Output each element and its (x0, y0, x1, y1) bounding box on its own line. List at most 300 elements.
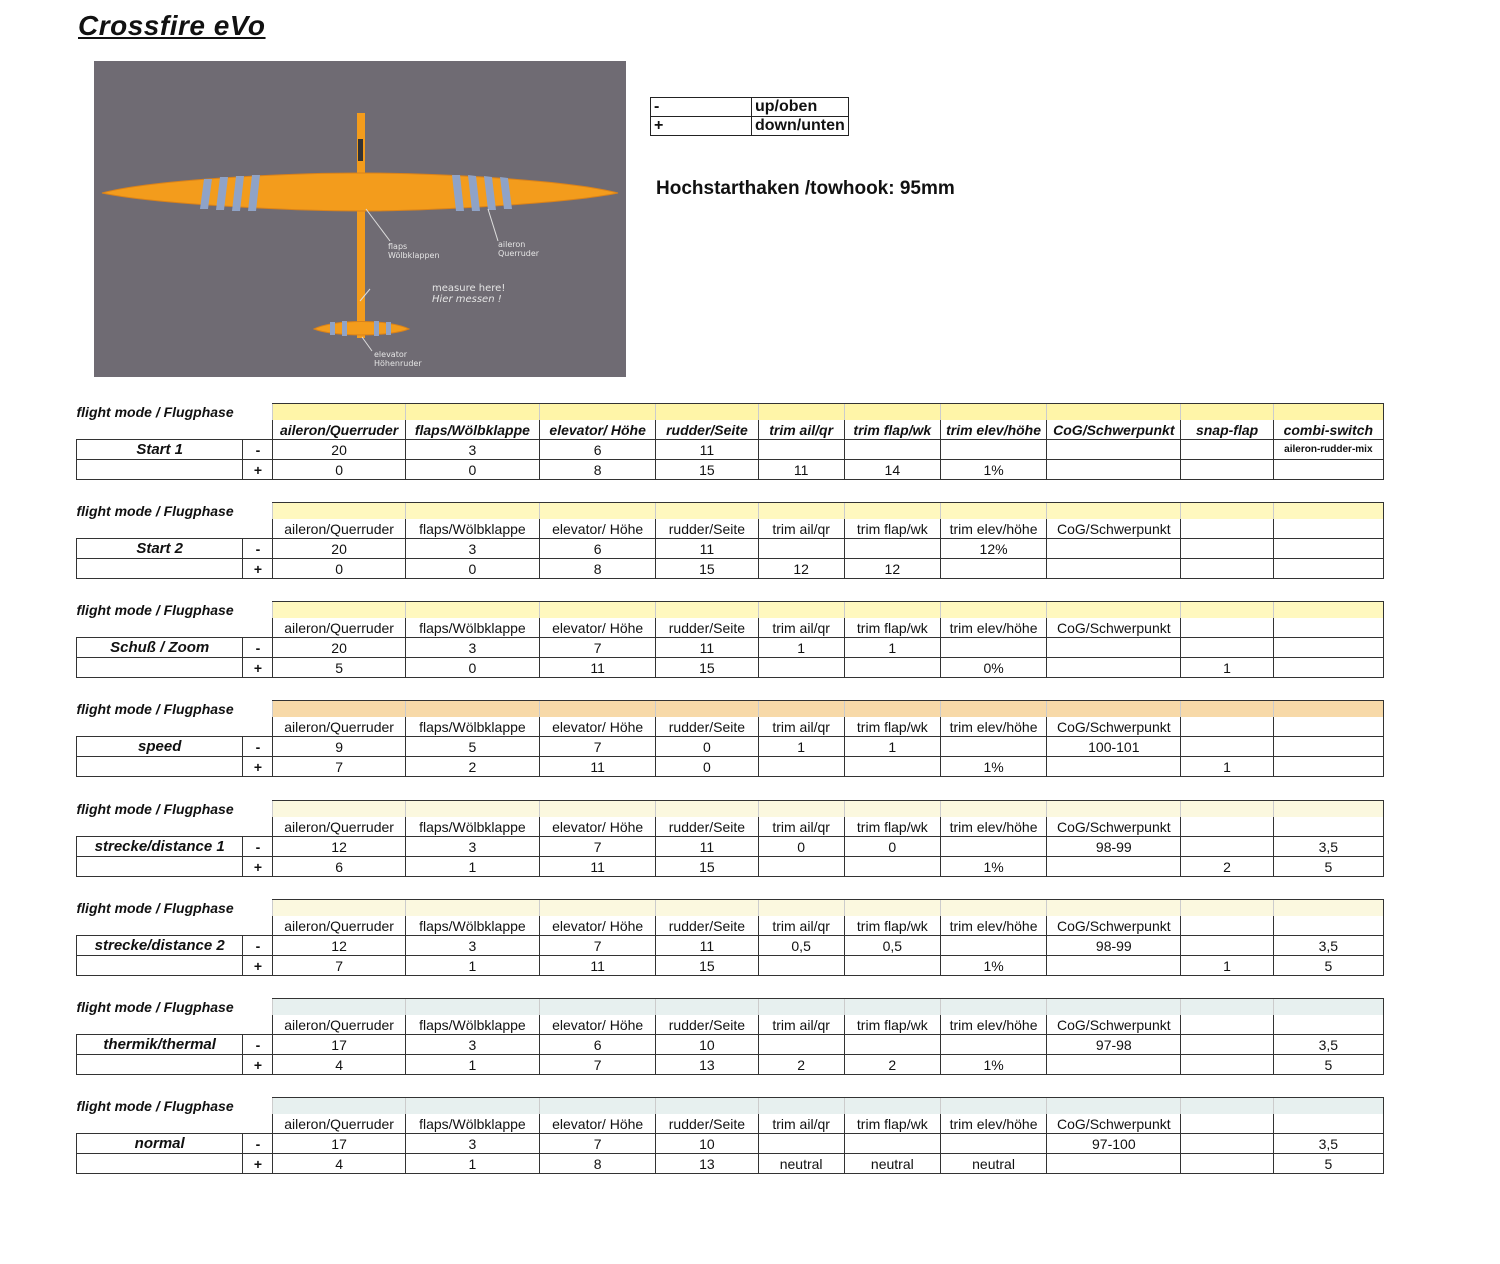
value-cell: 8 (540, 559, 656, 579)
header-band (844, 701, 940, 718)
header-band (758, 503, 844, 520)
column-header (1181, 717, 1273, 737)
sign-minus: - (243, 737, 273, 757)
value-cell: 11 (656, 936, 758, 956)
header-band (940, 999, 1046, 1016)
sign-minus: - (243, 837, 273, 857)
header-band (405, 999, 539, 1016)
value-cell (940, 837, 1046, 857)
header-band (1273, 503, 1383, 520)
value-cell: 97-100 (1047, 1134, 1181, 1154)
value-cell (940, 737, 1046, 757)
mode-table (76, 998, 1384, 1075)
value-cell: 0 (656, 737, 758, 757)
header-band (273, 503, 405, 520)
value-cell (940, 1035, 1046, 1055)
sign-plus: + (243, 658, 273, 678)
value-cell (1273, 658, 1383, 678)
value-cell (758, 658, 844, 678)
column-header: aileron/Querruder (273, 420, 405, 440)
value-cell: 15 (656, 460, 758, 480)
value-cell: 0,5 (758, 936, 844, 956)
header-band (1273, 1098, 1383, 1115)
value-cell (1181, 1035, 1273, 1055)
value-cell: 15 (656, 857, 758, 877)
sign-minus: - (243, 936, 273, 956)
header-band (1273, 900, 1383, 917)
value-cell: 11 (656, 539, 758, 559)
column-header: flaps/Wölbklappe (405, 817, 539, 837)
header-band (656, 999, 758, 1016)
value-cell: 20 (273, 440, 405, 460)
header-band (758, 801, 844, 818)
value-cell: aileron-rudder-mix (1273, 440, 1383, 460)
value-cell: 1 (405, 956, 539, 976)
value-cell: 1% (940, 460, 1046, 480)
value-cell: 0 (758, 837, 844, 857)
sign-plus: + (243, 460, 273, 480)
column-header: elevator/ Höhe (540, 420, 656, 440)
mode-name-spacer (77, 1154, 243, 1174)
column-header (1181, 519, 1273, 539)
value-cell (844, 1134, 940, 1154)
header-band (1181, 602, 1273, 619)
sign-plus: + (243, 757, 273, 777)
value-cell: 11 (758, 460, 844, 480)
value-cell (1047, 1154, 1181, 1174)
value-cell: 7 (273, 956, 405, 976)
value-cell: 20 (273, 638, 405, 658)
sign-plus: + (243, 1154, 273, 1174)
value-cell: 3 (405, 936, 539, 956)
header-band (405, 1098, 539, 1115)
value-cell (1181, 1055, 1273, 1075)
value-cell (1181, 638, 1273, 658)
column-header: aileron/Querruder (273, 817, 405, 837)
mode-table (76, 502, 1384, 579)
legend-row-minus (651, 98, 849, 117)
header-band (656, 801, 758, 818)
header-band (405, 503, 539, 520)
header-band (540, 999, 656, 1016)
page-title: Crossfire eVo (78, 10, 266, 41)
value-cell: 1% (940, 1055, 1046, 1075)
mode-name: speed (77, 737, 243, 757)
header-band (656, 602, 758, 619)
column-header: elevator/ Höhe (540, 1015, 656, 1035)
sign-plus: + (243, 1055, 273, 1075)
header-band (540, 602, 656, 619)
value-cell: 1% (940, 757, 1046, 777)
header-band (844, 1098, 940, 1115)
column-header: flaps/Wölbklappe (405, 618, 539, 638)
header-band (540, 404, 656, 421)
header-band (656, 404, 758, 421)
aileron-label-de: Querruder (498, 249, 540, 258)
header-blank (77, 817, 273, 837)
glider-photo (94, 61, 626, 377)
value-cell (758, 1134, 844, 1154)
value-cell: 7 (540, 837, 656, 857)
value-cell (844, 1035, 940, 1055)
value-cell: 0% (940, 658, 1046, 678)
column-header: CoG/Schwerpunkt (1047, 916, 1181, 936)
legend-meaning: up/oben (752, 98, 849, 117)
value-cell: 7 (540, 737, 656, 757)
header-band (1047, 801, 1181, 818)
value-cell (940, 440, 1046, 460)
value-cell (1273, 638, 1383, 658)
value-cell: 98-99 (1047, 837, 1181, 857)
header-band (405, 801, 539, 818)
header-band (273, 701, 405, 718)
value-cell (1047, 460, 1181, 480)
column-header: trim ail/qr (758, 817, 844, 837)
value-cell: 7 (540, 936, 656, 956)
sign-minus: - (243, 638, 273, 658)
value-cell: 1% (940, 857, 1046, 877)
value-cell: 14 (844, 460, 940, 480)
column-header: aileron/Querruder (273, 1015, 405, 1035)
section-label: flight mode / Flugphase (77, 801, 273, 818)
column-header: flaps/Wölbklappe (405, 1114, 539, 1134)
column-header (1273, 717, 1383, 737)
column-header: elevator/ Höhe (540, 1114, 656, 1134)
value-cell: 4 (273, 1055, 405, 1075)
header-band (1273, 701, 1383, 718)
value-cell: 13 (656, 1154, 758, 1174)
flight-mode-table (76, 1097, 1384, 1174)
header-band (405, 602, 539, 619)
column-header: trim flap/wk (844, 420, 940, 440)
value-cell (1181, 737, 1273, 757)
value-cell (758, 956, 844, 976)
value-cell (1273, 737, 1383, 757)
flight-mode-table (76, 403, 1384, 480)
flight-mode-table (76, 998, 1384, 1075)
value-cell: 98-99 (1047, 936, 1181, 956)
value-cell: 2 (405, 757, 539, 777)
value-cell (844, 956, 940, 976)
column-header (1273, 817, 1383, 837)
value-cell: 20 (273, 539, 405, 559)
column-header: rudder/Seite (656, 817, 758, 837)
header-band (1181, 900, 1273, 917)
value-cell: 0 (405, 658, 539, 678)
column-header: trim ail/qr (758, 519, 844, 539)
column-header: elevator/ Höhe (540, 817, 656, 837)
column-header: trim ail/qr (758, 916, 844, 936)
value-cell (844, 757, 940, 777)
section-label: flight mode / Flugphase (77, 404, 273, 421)
header-band (405, 701, 539, 718)
column-header: trim flap/wk (844, 618, 940, 638)
column-header: trim flap/wk (844, 519, 940, 539)
value-cell (940, 559, 1046, 579)
value-cell: 1 (1181, 757, 1273, 777)
header-band (844, 602, 940, 619)
value-cell: 6 (273, 857, 405, 877)
header-blank (77, 717, 273, 737)
value-cell (1181, 539, 1273, 559)
header-band (1181, 404, 1273, 421)
header-band (758, 602, 844, 619)
column-header: elevator/ Höhe (540, 916, 656, 936)
column-header: trim flap/wk (844, 1015, 940, 1035)
value-cell: neutral (940, 1154, 1046, 1174)
value-cell: 7 (273, 757, 405, 777)
value-cell: 1 (405, 857, 539, 877)
value-cell: 15 (656, 956, 758, 976)
mode-name: strecke/distance 2 (77, 936, 243, 956)
value-cell: 0 (656, 757, 758, 777)
value-cell (1181, 460, 1273, 480)
mode-name: normal (77, 1134, 243, 1154)
legend-meaning: down/unten (752, 117, 849, 136)
value-cell: 10 (656, 1134, 758, 1154)
header-band (1273, 602, 1383, 619)
value-cell (940, 638, 1046, 658)
column-header: trim elev/höhe (940, 916, 1046, 936)
header-band (1181, 1098, 1273, 1115)
value-cell: 2 (844, 1055, 940, 1075)
value-cell (1273, 460, 1383, 480)
column-header: CoG/Schwerpunkt (1047, 817, 1181, 837)
flight-mode-table (76, 800, 1384, 877)
value-cell: 11 (540, 857, 656, 877)
section-label: flight mode / Flugphase (77, 602, 273, 619)
column-header: trim elev/höhe (940, 817, 1046, 837)
header-band (844, 900, 940, 917)
header-band (1047, 1098, 1181, 1115)
flight-mode-table (76, 502, 1384, 579)
aileron-label: aileron (498, 240, 526, 249)
column-header: rudder/Seite (656, 916, 758, 936)
column-header: aileron/Querruder (273, 618, 405, 638)
header-blank (77, 1114, 273, 1134)
value-cell (1273, 559, 1383, 579)
header-band (940, 900, 1046, 917)
column-header: CoG/Schwerpunkt (1047, 1114, 1181, 1134)
column-header: elevator/ Höhe (540, 519, 656, 539)
value-cell: 5 (1273, 857, 1383, 877)
value-cell: 4 (273, 1154, 405, 1174)
column-header (1273, 1015, 1383, 1035)
header-blank (77, 916, 273, 936)
sign-minus: - (243, 1035, 273, 1055)
legend-sign: - (651, 98, 752, 117)
header-band (1181, 701, 1273, 718)
value-cell: 100-101 (1047, 737, 1181, 757)
column-header: trim elev/höhe (940, 420, 1046, 440)
column-header: rudder/Seite (656, 1015, 758, 1035)
mode-name: Start 2 (77, 539, 243, 559)
mode-table (76, 601, 1384, 678)
value-cell: 15 (656, 658, 758, 678)
sign-plus: + (243, 559, 273, 579)
header-band (1047, 503, 1181, 520)
header-band (273, 1098, 405, 1115)
value-cell (844, 857, 940, 877)
column-header: flaps/Wölbklappe (405, 1015, 539, 1035)
value-cell: 15 (656, 559, 758, 579)
column-header (1181, 817, 1273, 837)
value-cell (758, 757, 844, 777)
mode-name-spacer (77, 757, 243, 777)
value-cell: neutral (844, 1154, 940, 1174)
column-header (1273, 618, 1383, 638)
value-cell: 1% (940, 956, 1046, 976)
mode-name-spacer (77, 460, 243, 480)
column-header: rudder/Seite (656, 1114, 758, 1134)
elevator-label: elevator (374, 350, 408, 359)
value-cell (1273, 757, 1383, 777)
value-cell: 11 (656, 638, 758, 658)
column-header (1181, 1114, 1273, 1134)
towhook-note: Hochstarthaken /towhook: 95mm (656, 178, 955, 199)
header-band (844, 503, 940, 520)
value-cell: 1 (758, 737, 844, 757)
value-cell (1181, 440, 1273, 460)
header-band (1047, 404, 1181, 421)
value-cell: 3 (405, 440, 539, 460)
header-band (1047, 602, 1181, 619)
legend-row-plus (651, 117, 849, 136)
section-label: flight mode / Flugphase (77, 999, 273, 1016)
value-cell: 10 (656, 1035, 758, 1055)
value-cell: 1 (1181, 956, 1273, 976)
column-header: CoG/Schwerpunkt (1047, 519, 1181, 539)
mode-name: Start 1 (77, 440, 243, 460)
section-label: flight mode / Flugphase (77, 1098, 273, 1115)
column-header: trim ail/qr (758, 1015, 844, 1035)
header-band (656, 503, 758, 520)
header-band (940, 602, 1046, 619)
flight-mode-table (76, 700, 1384, 777)
header-band (940, 1098, 1046, 1115)
value-cell: 3 (405, 837, 539, 857)
header-band (273, 900, 405, 917)
mode-name-spacer (77, 857, 243, 877)
value-cell: 1 (844, 737, 940, 757)
value-cell: 2 (758, 1055, 844, 1075)
header-band (273, 801, 405, 818)
header-band (540, 503, 656, 520)
value-cell: 11 (540, 757, 656, 777)
value-cell: 12 (758, 559, 844, 579)
value-cell (844, 658, 940, 678)
header-band (940, 701, 1046, 718)
value-cell: 12% (940, 539, 1046, 559)
header-band (758, 999, 844, 1016)
column-header: trim ail/qr (758, 618, 844, 638)
column-header: CoG/Schwerpunkt (1047, 717, 1181, 737)
column-header (1273, 519, 1383, 539)
value-cell: 7 (540, 1134, 656, 1154)
legend-sign: + (651, 117, 752, 136)
column-header: flaps/Wölbklappe (405, 916, 539, 936)
value-cell: 5 (273, 658, 405, 678)
value-cell (758, 1035, 844, 1055)
header-band (540, 900, 656, 917)
header-band (1273, 999, 1383, 1016)
sign-minus: - (243, 539, 273, 559)
value-cell: 5 (1273, 1154, 1383, 1174)
value-cell (1273, 539, 1383, 559)
measure-label-de: Hier messen ! (432, 294, 502, 305)
header-band (656, 900, 758, 917)
column-header: combi-switch (1273, 420, 1383, 440)
column-header (1181, 916, 1273, 936)
column-header (1181, 1015, 1273, 1035)
column-header: trim ail/qr (758, 717, 844, 737)
sign-plus: + (243, 857, 273, 877)
header-band (1273, 801, 1383, 818)
value-cell (940, 1134, 1046, 1154)
flaps-label-de: Wölbklappen (388, 251, 440, 260)
value-cell: 0 (405, 460, 539, 480)
value-cell (940, 936, 1046, 956)
column-header (1181, 618, 1273, 638)
value-cell (1047, 539, 1181, 559)
value-cell: 17 (273, 1035, 405, 1055)
value-cell (1047, 638, 1181, 658)
value-cell: 3,5 (1273, 936, 1383, 956)
value-cell (1047, 757, 1181, 777)
header-blank (77, 519, 273, 539)
header-band (1273, 404, 1383, 421)
column-header: trim flap/wk (844, 817, 940, 837)
value-cell: 11 (540, 956, 656, 976)
column-header: trim flap/wk (844, 916, 940, 936)
column-header: rudder/Seite (656, 519, 758, 539)
mode-name-spacer (77, 559, 243, 579)
column-header: trim ail/qr (758, 420, 844, 440)
value-cell: 1 (405, 1154, 539, 1174)
value-cell (1181, 837, 1273, 857)
column-header (1273, 1114, 1383, 1134)
mode-name: thermik/thermal (77, 1035, 243, 1055)
value-cell (1181, 1154, 1273, 1174)
flight-mode-table (76, 899, 1384, 976)
value-cell: 3,5 (1273, 1134, 1383, 1154)
value-cell: 0,5 (844, 936, 940, 956)
header-blank (77, 1015, 273, 1035)
header-band (1047, 701, 1181, 718)
value-cell (758, 539, 844, 559)
value-cell: 11 (656, 837, 758, 857)
mode-table (76, 899, 1384, 976)
header-band (540, 1098, 656, 1115)
column-header: flaps/Wölbklappe (405, 420, 539, 440)
elevator-label-de: Höhenruder (374, 359, 422, 368)
value-cell (1181, 1134, 1273, 1154)
column-header: rudder/Seite (656, 717, 758, 737)
value-cell: 12 (844, 559, 940, 579)
value-cell: 11 (540, 658, 656, 678)
value-cell (758, 440, 844, 460)
header-band (844, 999, 940, 1016)
value-cell: 17 (273, 1134, 405, 1154)
header-band (1181, 503, 1273, 520)
header-band (1181, 999, 1273, 1016)
column-header: snap-flap (1181, 420, 1273, 440)
section-label: flight mode / Flugphase (77, 900, 273, 917)
column-header: trim ail/qr (758, 1114, 844, 1134)
value-cell: 0 (844, 837, 940, 857)
value-cell: 0 (273, 460, 405, 480)
value-cell: 1 (1181, 658, 1273, 678)
